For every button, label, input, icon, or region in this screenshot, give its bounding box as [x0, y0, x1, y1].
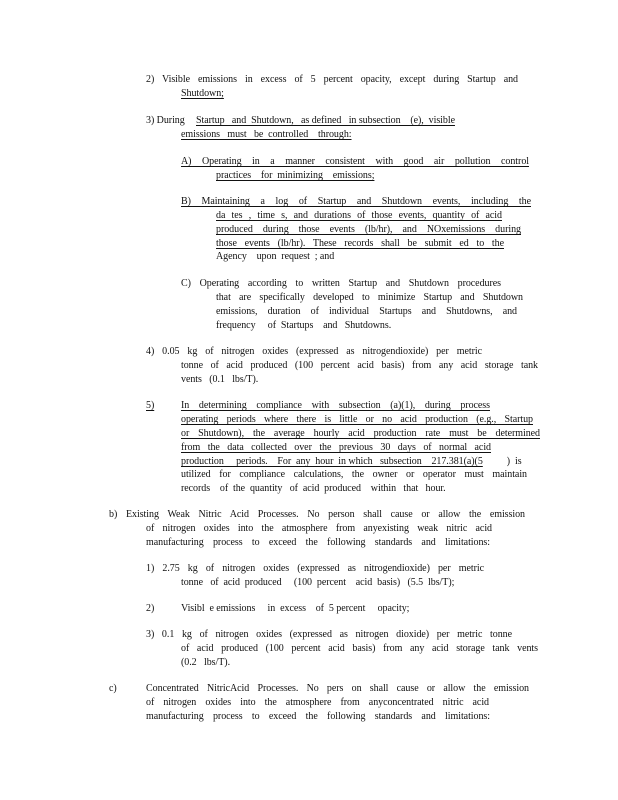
item-b2-line1: Visibl e emissions in excess of 5 percent opacity; [181, 603, 410, 614]
item-a2-line1: 2) Visible emissions in excess of 5 percent opacity, except during Startup and [146, 74, 518, 85]
item-a3-B-line3: produced during those events (lb/hr), and NOxemissions during [216, 224, 521, 235]
item-b-line1: b) Existing Weak Nitric Acid Processes. No person shall cause or allow the emission [109, 509, 525, 520]
item-c-line3: manufacturing process to exceed the following standards and limitations: [146, 711, 490, 722]
item-a3-C-line4: frequency of Startups and Shutdowns. [216, 320, 392, 331]
item-a5-line1: In determining compliance with subsection (a)(1), during process [181, 400, 490, 411]
item-a3-A-line1: A) Operating in a manner consistent with good air pollution control [181, 156, 529, 167]
item-b3-line2: of acid produced (100 percent acid basis) from any acid storage tank vents [181, 643, 538, 654]
item-a3-C-line2: that are specifically developed to minimize Startup and Shutdown [216, 292, 523, 303]
item-a2-line2: Shutdown; [181, 88, 224, 99]
item-a4-line2: tonne of acid produced (100 percent acid basis) from any acid storage tank [181, 360, 538, 371]
item-a5-line5b: ) is [497, 456, 522, 467]
item-a3-B-line2: da tes , time s, and durations of those events, quantity of acid [216, 210, 502, 221]
item-a5-line4: from the data collected over the previous 30 days of normal acid [181, 442, 491, 453]
item-a3-B-line5: Agency upon request ; and [216, 251, 335, 262]
item-b2-number: 2) [146, 603, 155, 614]
item-b-line3: manufacturing process to exceed the following standards and limitations: [146, 537, 490, 548]
item-a3-C-line1: C) Operating according to written Startup and Shutdown procedures [181, 278, 501, 289]
item-a3-A-line2: practices for minimizing emissions; [216, 170, 375, 181]
item-a3-B-line1: B) Maintaining a log of Startup and Shutdown events, including the [181, 196, 531, 207]
item-a5-line2: operating periods where there is little or no acid production (e.g., Startup [181, 414, 533, 425]
item-b3-line1: 3) 0.1 kg of nitrogen oxides (expressed as nitrogen dioxide) per metric tonne [146, 629, 512, 640]
item-a3-line2: emissions must be controlled through: [181, 129, 352, 140]
item-a5-line7: records of the quantity of acid produced within that hour. [181, 483, 446, 494]
item-c-line1: Concentrated NitricAcid Processes. No pers on shall cause or allow the emission [146, 683, 529, 694]
item-a3-B-line4: those events (lb/hr). These records shall be submit ed to the [216, 238, 504, 249]
item-c-number: c) [109, 683, 117, 694]
item-a3-number: 3) During [146, 115, 190, 126]
item-b1-line2: tonne of acid produced (100 percent acid basis) (5.5 lbs/T); [181, 577, 455, 588]
item-b1-line1: 1) 2.75 kg of nitrogen oxides (expressed as nitrogendioxide) per metric [146, 563, 484, 574]
item-a5-line5a: production periods. For any hour in which subsection 217.381(a)(5 [181, 456, 483, 467]
item-a3-C-line3: emissions, duration of individual Startups and Shutdowns, and [216, 306, 517, 317]
item-a4-line3: vents (0.1 lbs/T). [181, 374, 259, 385]
item-a5-number: 5) [146, 400, 155, 411]
item-a3-line1: Startup and Shutdown, as defined in subsection (e), visible [196, 115, 455, 126]
item-c-line2: of nitrogen oxides into the atmosphere from anyconcentrated nitric acid [146, 697, 489, 708]
item-a5-line6: utilized for compliance calculations, the owner or operator must maintain [181, 469, 527, 480]
item-a4-line1: 4) 0.05 kg of nitrogen oxides (expressed as nitrogendioxide) per metric [146, 346, 482, 357]
item-b-line2: of nitrogen oxides into the atmosphere from anyexisting weak nitric acid [146, 523, 492, 534]
item-a5-line3: or Shutdown), the average hourly acid production rate must be determined [181, 428, 540, 439]
item-b3-line3: (0.2 lbs/T). [181, 657, 231, 668]
